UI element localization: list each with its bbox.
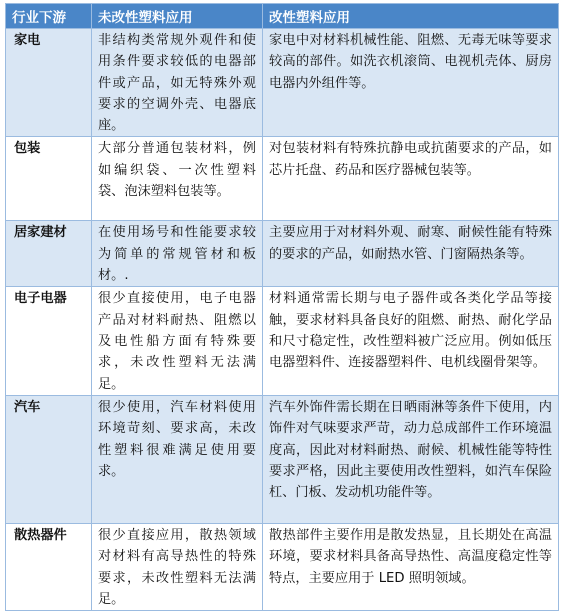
unmodified-cell: 很少直接使用，电子电器产品对材料耐热、阻燃以及电性船方面有特殊要求，未改性塑料无法满足。	[92, 287, 263, 395]
table-row	[6, 287, 559, 395]
unmodified-cell: 大部分普通包装材料，例如编织袋、一次性塑料袋、泡沫塑料包装等。	[92, 137, 263, 221]
unmodified-cell: 在使用场号和性能要求较为简单的常规管材和板材。.	[92, 221, 263, 287]
industry-cell: 散热器件	[6, 523, 92, 610]
unmodified-cell: 非结构类常规外观件和使用条件要求较低的电器部件或产品，如无特殊外观要求的空调外壳、电器底座。	[92, 29, 263, 137]
header-unmodified: 未改性塑料应用	[92, 4, 263, 29]
industry-cell: 家电	[6, 29, 92, 137]
modified-cell: 对包装材料有特殊抗静电或抗菌要求的产品，如芯片托盘、药品和医疗器械包装等。	[263, 137, 559, 221]
industry-cell: 汽车	[6, 395, 92, 523]
modified-cell: 汽车外饰件需长期在日晒雨淋等条件下使用，内饰件对气味要求严苛，动力总成部件工作环境温度高，因此对材料耐热、耐候、机械性能等特性要求严格，因此主要使用改性塑料，如汽车保险杠、门板、发动机功能件等。	[263, 395, 559, 523]
table-row	[6, 29, 559, 137]
table-row	[6, 221, 559, 287]
unmodified-cell: 很少使用，汽车材料使用环境苛刻、要求高，未改性塑料很难满足使用要求。	[92, 395, 263, 523]
table-row	[6, 137, 559, 221]
table-row	[6, 395, 559, 523]
industry-cell: 电子电器	[6, 287, 92, 395]
table-row	[6, 523, 559, 610]
modified-cell: 主要应用于对材料外观、耐寒、耐候性能有特殊的要求的产品，如耐热水管、门窗隔热条等。	[263, 221, 559, 287]
header-modified: 改性塑料应用	[263, 4, 559, 29]
header-industry: 行业下游	[6, 4, 92, 29]
table-header-row	[6, 4, 559, 29]
modified-cell: 家电中对材料机械性能、阻燃、无毒无味等要求较高的部件。如洗衣机滚筒、电视机壳体、厨房电器内外组件等。	[263, 29, 559, 137]
industry-cell: 包装	[6, 137, 92, 221]
unmodified-cell: 很少直接应用，散热领域对材料有高导热性的特殊要求，未改性塑料无法满足。	[92, 523, 263, 610]
modified-cell: 散热部件主要作用是散发热显，且长期处在高温环境，要求材料具备高导热性、高温度稳定性等特点，主要应用于 LED 照明领域。	[263, 523, 559, 610]
industry-cell: 居家建材	[6, 221, 92, 287]
industry-application-table	[5, 3, 559, 611]
modified-cell: 材料通常需长期与电子器件或各类化学品等接触，要求材料具备良好的阻燃、耐热、耐化学品和尺寸稳定性，改性塑料被广泛应用。例如低压电器塑料件、连接器塑料件、电机线圈骨架等。	[263, 287, 559, 395]
